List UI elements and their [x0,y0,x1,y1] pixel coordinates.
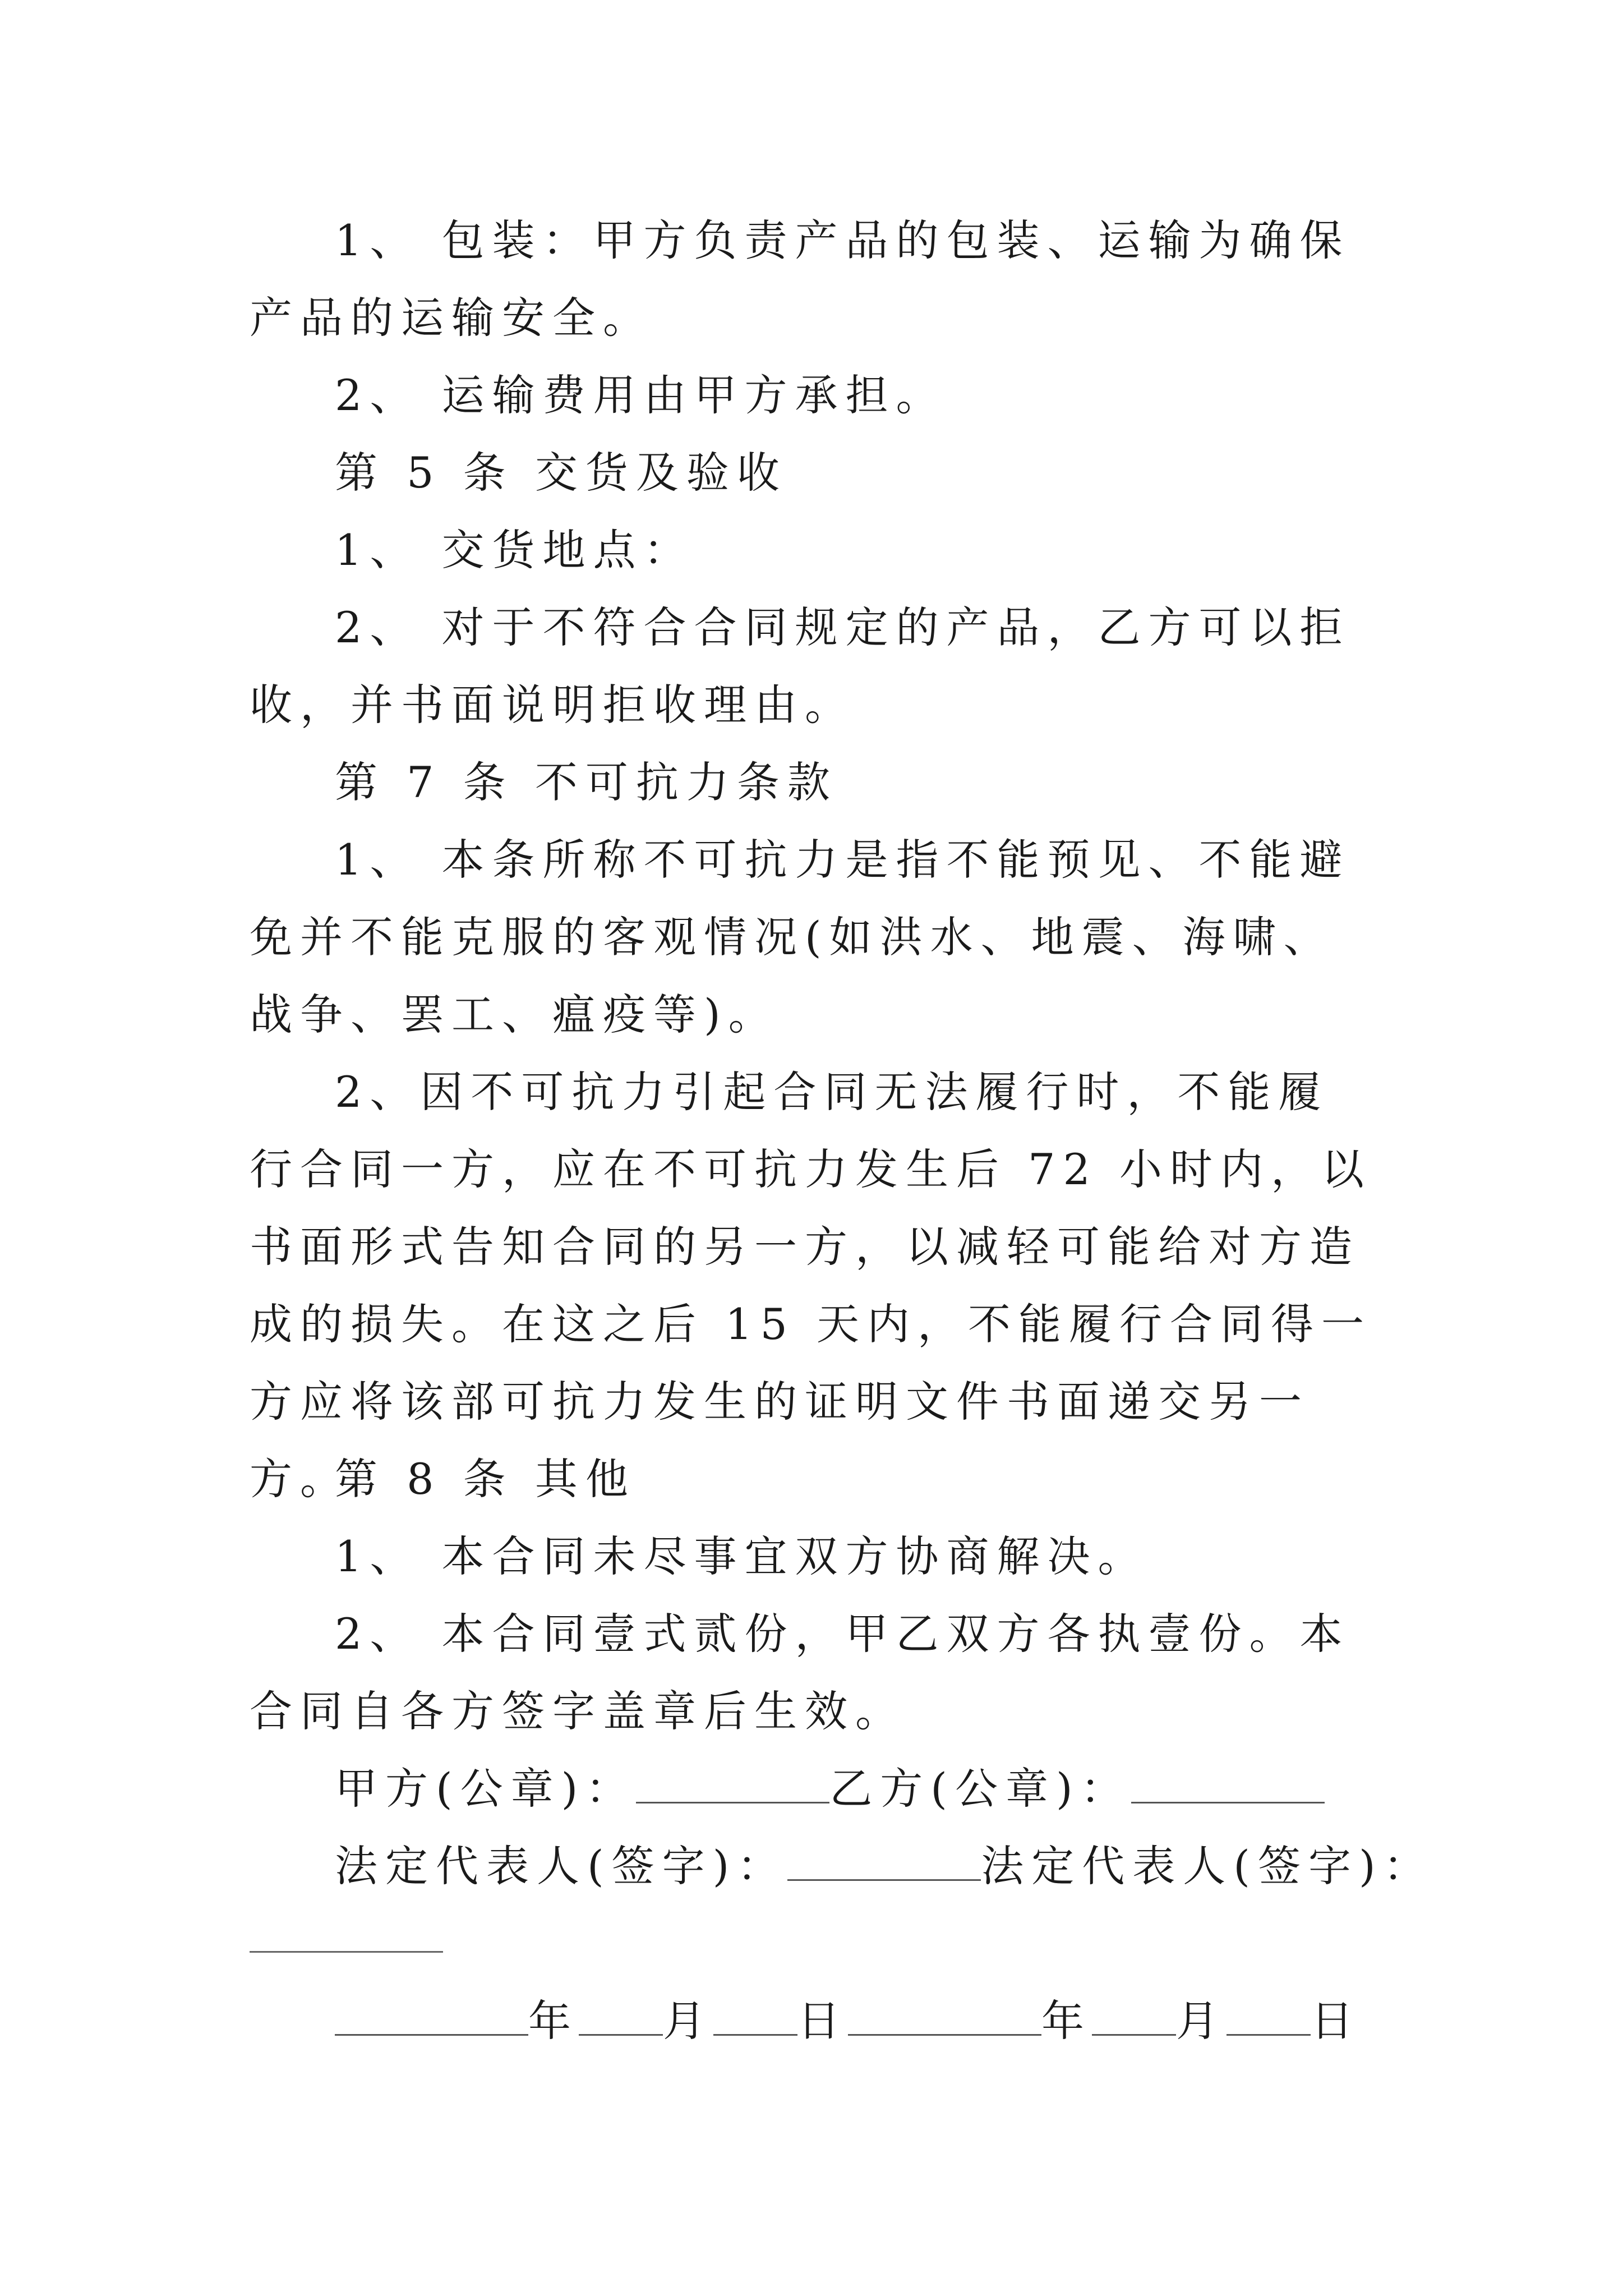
paragraph-delivery-location: 1、 交货地点： [335,525,694,575]
date-a-day-label: 日 [797,1996,848,2046]
signature-representative-line [335,1828,1434,1905]
party-a-seal-blank [636,1763,829,1803]
party-a-seal-label: 甲方(公章)： [335,1764,637,1814]
rep-a-blank [787,1840,981,1881]
date-b-day-label: 日 [1311,1996,1361,2046]
party-b-seal-blank [1131,1763,1325,1803]
signature-date-line [335,1982,1361,2060]
rep-b-blank [250,1951,443,1953]
date-b-day-blank [1227,1995,1311,2036]
rep-a-label: 法定代表人(签字)： [335,1841,788,1891]
date-b-year-label: 年 [1041,1996,1092,2046]
date-b-year-blank [848,1995,1041,2036]
paragraph-copies-effective: 2、 本合同壹式贰份，甲乙双方各执壹份。本合同自各方签字盖章后生效。 [250,1609,1350,1736]
party-b-seal-label: 乙方(公章)： [829,1764,1131,1814]
paragraph-unresolved-matters: 1、 本合同未尽事宜双方协商解决。 [335,1531,1149,1581]
date-a-month-label: 月 [663,1996,713,2046]
date-a-month-blank [579,1995,663,2036]
heading-article-8: 第 8 条 其他 [335,1454,636,1504]
paragraph-rejection: 2、 对于不符合合同规定的产品，乙方可以拒收，并书面说明拒收理由。 [250,602,1350,730]
paragraph-force-majeure-procedure: 2、因不可抗力引起合同无法履行时，不能履行合同一方，应在不可抗力发生后 72 小时内，以书面形式告知合同的另一方，以减轻可能给对方造成的损失。在这之后 15 天内，不能履行合同得一方应将该部可抗力发生的证明文件书面递交另一方。 [250,1067,1372,1504]
date-b-month-label: 月 [1176,1996,1227,2046]
date-a-day-blank [713,1995,797,2036]
rep-b-label: 法定代表人(签字)： [981,1841,1434,1891]
date-b-month-blank [1092,1995,1176,2036]
heading-article-7: 第 7 条 不可抗力条款 [335,757,838,807]
date-a-year-label: 年 [528,1996,579,2046]
paragraph-shipping-cost: 2、 运输费用由甲方承担。 [335,370,947,420]
heading-article-5: 第 5 条 交货及验收 [335,448,787,498]
paragraph-packaging: 1、 包装：甲方负责产品的包装、运输为确保产品的运输安全。 [250,215,1350,343]
paragraph-force-majeure-definition: 1、 本条所称不可抗力是指不能预见、不能避免并不能克服的客观情况(如洪水、地震、海啸、战争、罢工、瘟疫等)。 [250,835,1350,1039]
signature-seal-line [335,1750,1325,1828]
date-a-year-blank [335,1995,528,2036]
